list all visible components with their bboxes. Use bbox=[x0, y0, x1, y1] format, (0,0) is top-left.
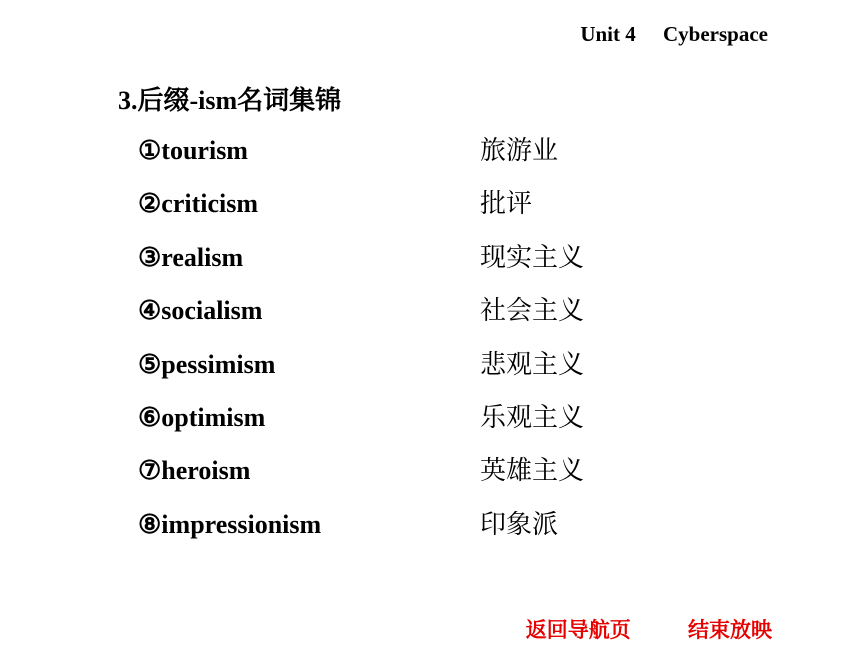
section-title: 3.后缀-ism名词集锦 bbox=[118, 86, 342, 115]
list-item bbox=[138, 284, 658, 337]
chinese-meaning: 英雄主义 bbox=[480, 456, 585, 486]
list-item bbox=[138, 338, 658, 391]
english-word: ⑦heroism bbox=[138, 456, 251, 486]
end-slideshow-link[interactable]: 结束放映 bbox=[688, 618, 772, 642]
list-item bbox=[138, 391, 658, 444]
word-list bbox=[138, 124, 658, 551]
list-item bbox=[138, 124, 658, 177]
list-item bbox=[138, 498, 658, 551]
list-item bbox=[138, 231, 658, 284]
english-word: ④socialism bbox=[138, 296, 263, 326]
chinese-meaning: 批评 bbox=[480, 189, 533, 219]
list-item bbox=[138, 177, 658, 230]
english-word: ①tourism bbox=[138, 136, 248, 165]
chinese-meaning: 社会主义 bbox=[480, 296, 585, 326]
english-word: ⑥optimism bbox=[138, 402, 266, 432]
chinese-meaning: 印象派 bbox=[480, 509, 559, 539]
english-word: ⑧impressionism bbox=[138, 509, 322, 539]
english-word: ②criticism bbox=[138, 189, 259, 219]
slide-footer-nav bbox=[526, 614, 772, 644]
chinese-meaning: 旅游业 bbox=[480, 136, 559, 165]
back-to-navigation-link[interactable]: 返回导航页 bbox=[525, 618, 631, 642]
slide-header bbox=[580, 22, 768, 47]
english-word: ⑤pessimism bbox=[138, 349, 276, 379]
english-word: ③realism bbox=[138, 242, 244, 272]
unit-title: Cyberspace bbox=[663, 22, 768, 46]
chinese-meaning: 现实主义 bbox=[480, 242, 585, 272]
chinese-meaning: 悲观主义 bbox=[480, 349, 585, 379]
unit-label: Unit 4 bbox=[580, 22, 636, 46]
chinese-meaning: 乐观主义 bbox=[480, 402, 585, 432]
list-item bbox=[138, 444, 658, 497]
